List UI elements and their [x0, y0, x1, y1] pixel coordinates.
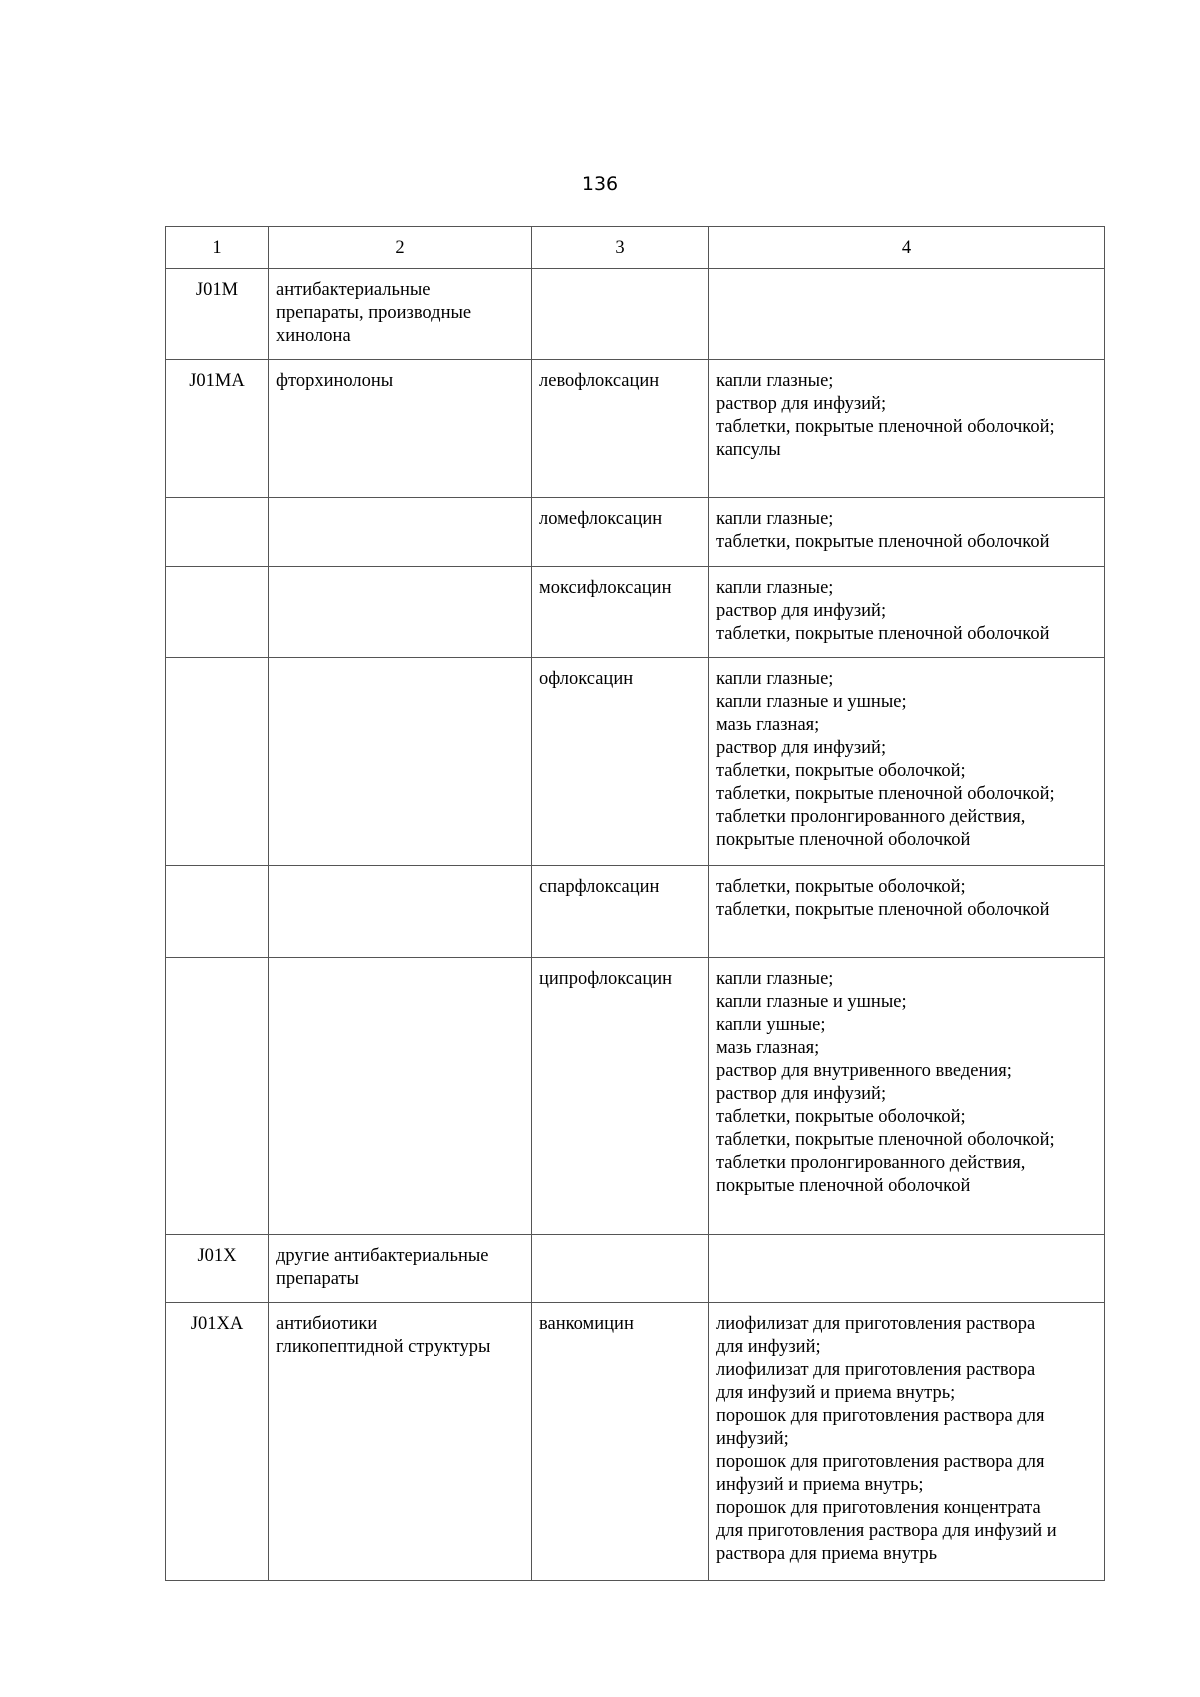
- atc-code-cell: [166, 866, 269, 958]
- group-cell: [269, 866, 532, 958]
- header-cell: 1: [166, 227, 269, 269]
- table-row: [166, 567, 1105, 658]
- table-row: [166, 958, 1105, 1235]
- forms-cell: [709, 269, 1105, 360]
- atc-code-cell: [166, 658, 269, 866]
- table-row: [166, 1303, 1105, 1581]
- table-row: [166, 360, 1105, 498]
- drug-cell: офлоксацин: [532, 658, 709, 866]
- table-header-row: [166, 227, 1105, 269]
- group-cell: [269, 567, 532, 658]
- drug-cell: [532, 269, 709, 360]
- forms-cell: таблетки, покрытые оболочкой; таблетки, покрытые пленочной оболочкой: [709, 866, 1105, 958]
- header-cell: 4: [709, 227, 1105, 269]
- atc-code-cell: J01X: [166, 1235, 269, 1303]
- drug-cell: левофлоксацин: [532, 360, 709, 498]
- forms-cell: [709, 1235, 1105, 1303]
- forms-cell: капли глазные; таблетки, покрытые пленочной оболочкой: [709, 498, 1105, 567]
- header-cell: 2: [269, 227, 532, 269]
- forms-cell: капли глазные; капли глазные и ушные; капли ушные; мазь глазная; раствор для внутривенного введения; раствор для инфузий; таблетки, покрытые оболочкой; таблетки, покрытые пленочной оболочкой; таблетки пролонгированного действия, покрытые пленочной оболочкой: [709, 958, 1105, 1235]
- atc-code-cell: J01MA: [166, 360, 269, 498]
- table-row: [166, 866, 1105, 958]
- drug-cell: [532, 1235, 709, 1303]
- forms-cell: капли глазные; раствор для инфузий; таблетки, покрытые пленочной оболочкой; капсулы: [709, 360, 1105, 498]
- forms-cell: капли глазные; капли глазные и ушные; мазь глазная; раствор для инфузий; таблетки, покрытые оболочкой; таблетки, покрытые пленочной оболочкой; таблетки пролонгированного действия, покрытые пленочной оболочкой: [709, 658, 1105, 866]
- drug-cell: ломефлоксацин: [532, 498, 709, 567]
- table-row: [166, 1235, 1105, 1303]
- header-cell: 3: [532, 227, 709, 269]
- table-row: [166, 658, 1105, 866]
- group-cell: фторхинолоны: [269, 360, 532, 498]
- drug-cell: ванкомицин: [532, 1303, 709, 1581]
- group-cell: [269, 958, 532, 1235]
- atc-code-cell: [166, 958, 269, 1235]
- group-cell: антибиотики гликопептидной структуры: [269, 1303, 532, 1581]
- group-cell: [269, 658, 532, 866]
- drug-cell: спарфлоксацин: [532, 866, 709, 958]
- forms-cell: капли глазные; раствор для инфузий; таблетки, покрытые пленочной оболочкой: [709, 567, 1105, 658]
- table-row: [166, 498, 1105, 567]
- table-row: [166, 269, 1105, 360]
- page-number: 136: [581, 173, 619, 195]
- group-cell: антибактериальные препараты, производные хинолона: [269, 269, 532, 360]
- atc-code-cell: J01XA: [166, 1303, 269, 1581]
- drug-cell: моксифлоксацин: [532, 567, 709, 658]
- atc-code-cell: [166, 567, 269, 658]
- drug-cell: ципрофлоксацин: [532, 958, 709, 1235]
- group-cell: другие антибактериальные препараты: [269, 1235, 532, 1303]
- atc-code-cell: J01M: [166, 269, 269, 360]
- forms-cell: лиофилизат для приготовления раствора для инфузий; лиофилизат для приготовления раствора для инфузий и приема внутрь; порошок для приготовления раствора для инфузий; порошок для приготовления раствора для инфузий и приема внутрь; порошок для приготовления концентрата для приготовления раствора для инфузий и раствора для приема внутрь: [709, 1303, 1105, 1581]
- drug-table: [165, 226, 1105, 1581]
- group-cell: [269, 498, 532, 567]
- atc-code-cell: [166, 498, 269, 567]
